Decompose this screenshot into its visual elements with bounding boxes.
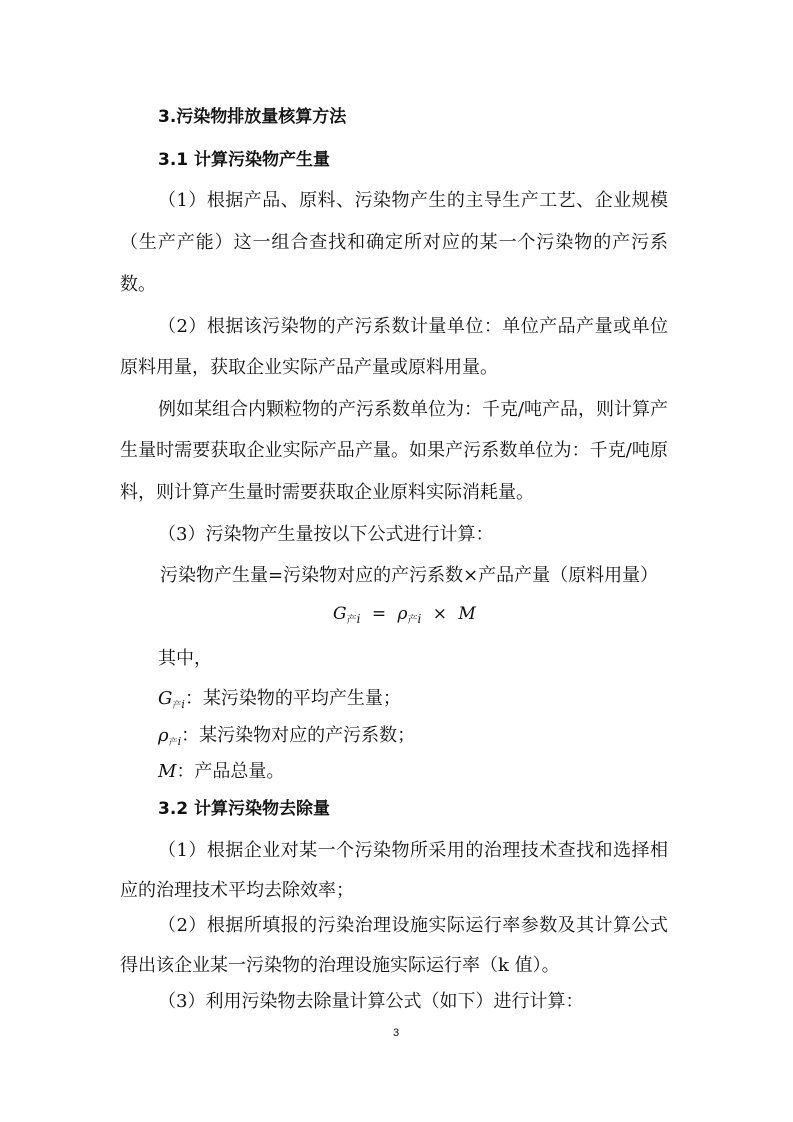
def-G-text: ：某污染物的平均产生量； bbox=[184, 688, 401, 709]
section-3-1-heading: 3.1 计算污染物产生量 bbox=[158, 150, 331, 170]
formula-G: G bbox=[333, 604, 347, 624]
section-3-heading: 3.污染物排放量核算方法 bbox=[158, 107, 347, 127]
paragraph-line: （3）利用污染物去除量计算公式（如下）进行计算： bbox=[158, 991, 584, 1012]
paragraph-line: （3）污染物产生量按以下公式进行计算： bbox=[158, 524, 494, 545]
paragraph-line: （生产产能）这一组合查找和确定所对应的某一个污染物的产污系 bbox=[120, 232, 668, 253]
paragraph-line: （2）根据所填报的污染治理设施实际运行率参数及其计算公式 bbox=[158, 915, 668, 936]
formula-equals: = bbox=[371, 604, 387, 624]
paragraph-line: 生量时需要获取企业实际产品产量。如果产污系数单位为：千克/吨原 bbox=[120, 440, 668, 461]
formula-equation bbox=[333, 601, 476, 634]
formula-text: 污染物产生量=污染物对应的产污系数×产品产量（原料用量） bbox=[160, 565, 659, 586]
definition-G bbox=[158, 686, 401, 719]
definition-M bbox=[158, 759, 284, 785]
formula-G-sub-i: i bbox=[356, 612, 361, 626]
paragraph-line: 原料用量，获取企业实际产品产量或原料用量。 bbox=[120, 357, 498, 378]
formula-rho-sub-i: i bbox=[417, 612, 422, 626]
paragraph-line: 例如某组合内颗粒物的产污系数单位为：千克/吨产品，则计算产 bbox=[158, 399, 669, 420]
def-M-symbol: M bbox=[158, 761, 177, 782]
paragraph-line: （1）根据企业对某一个污染物所采用的治理技术查找和选择相 bbox=[158, 840, 668, 861]
paragraph-line: 数。 bbox=[120, 274, 156, 295]
formula-rho: ρ bbox=[397, 604, 408, 624]
def-M-text: ：产品总量。 bbox=[176, 761, 285, 782]
def-rho-sub-i: i bbox=[177, 735, 182, 748]
def-rho-sub: 产 bbox=[168, 738, 178, 748]
page-number: 3 bbox=[393, 1027, 400, 1039]
section-3-2-heading: 3.2 计算污染物去除量 bbox=[158, 799, 331, 819]
paragraph-line: 应的治理技术平均去除效率； bbox=[120, 880, 354, 901]
formula-G-sub: 产 bbox=[346, 615, 357, 626]
formula-rho-sub: 产 bbox=[407, 615, 418, 626]
def-G-symbol: G bbox=[158, 688, 173, 709]
def-rho-symbol: ρ bbox=[158, 725, 169, 746]
def-G-sub: 产 bbox=[172, 701, 182, 711]
paragraph-line: （1）根据产品、原料、污染物产生的主导生产工艺、企业规模 bbox=[158, 190, 668, 211]
paragraph-line: （2）根据该污染物的产污系数计量单位：单位产品产量或单位 bbox=[158, 316, 668, 337]
formula-M: M bbox=[458, 604, 476, 624]
where-label: 其中， bbox=[158, 648, 212, 669]
paragraph-line: 得出该企业某一污染物的治理设施实际运行率（k 值）。 bbox=[120, 955, 560, 976]
formula-times: × bbox=[432, 604, 447, 624]
definition-rho bbox=[158, 723, 415, 756]
paragraph-line: 料，则计算产生量时需要获取企业原料实际消耗量。 bbox=[120, 482, 534, 503]
def-rho-text: ：某污染物对应的产污系数； bbox=[181, 725, 416, 746]
def-G-sub-i: i bbox=[181, 698, 185, 711]
